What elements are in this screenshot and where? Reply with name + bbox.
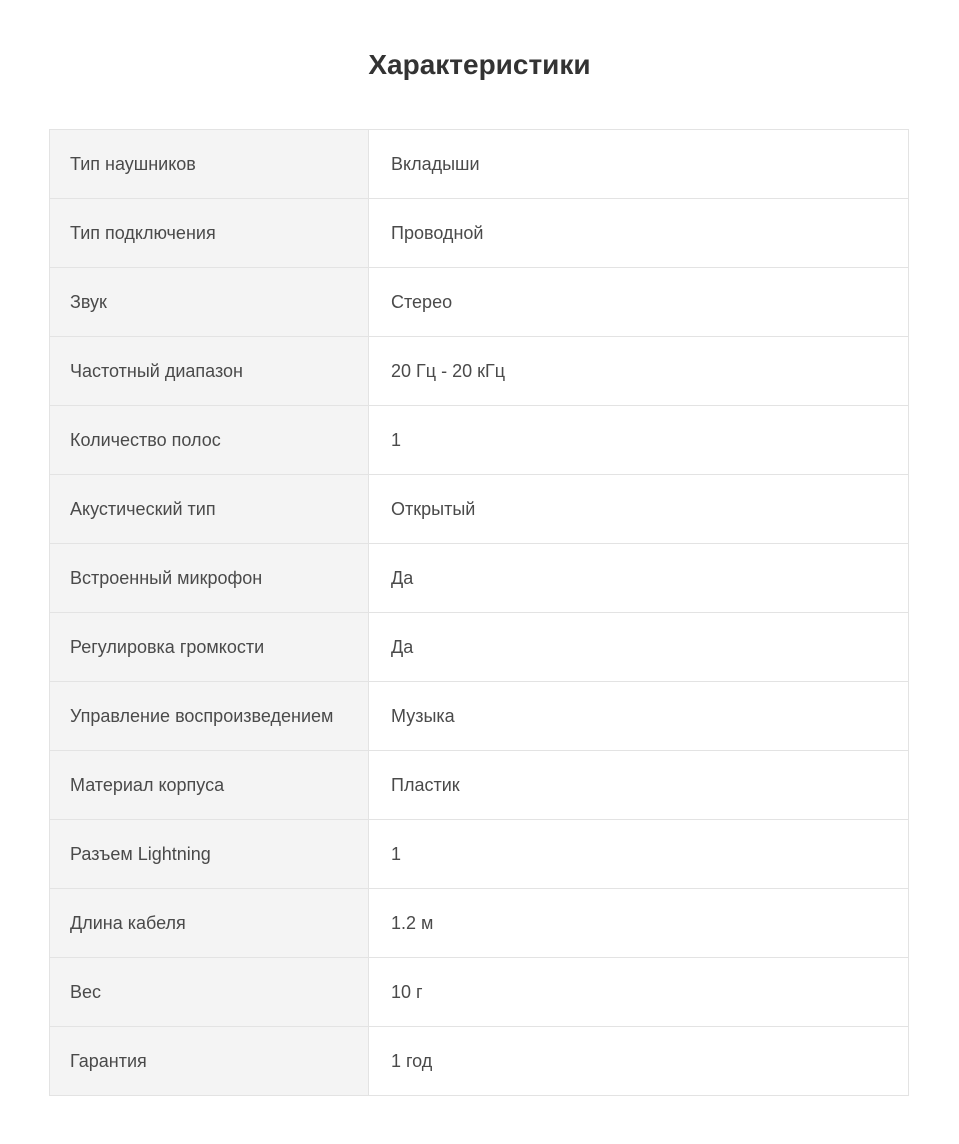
table-row [50, 1027, 909, 1096]
spec-label: Акустический тип [50, 475, 369, 544]
table-row [50, 337, 909, 406]
table-row [50, 889, 909, 958]
spec-value: 1 [369, 406, 909, 475]
spec-value: 20 Гц - 20 кГц [369, 337, 909, 406]
page-title: Характеристики [368, 49, 591, 80]
spec-value: Открытый [369, 475, 909, 544]
spec-value: Стерео [369, 268, 909, 337]
table-row [50, 544, 909, 613]
specifications-table [49, 129, 909, 1096]
spec-value: 1 год [369, 1027, 909, 1096]
spec-label: Встроенный микрофон [50, 544, 369, 613]
table-row [50, 475, 909, 544]
table-row [50, 682, 909, 751]
spec-label: Вес [50, 958, 369, 1027]
spec-label: Разъем Lightning [50, 820, 369, 889]
spec-value: Пластик [369, 751, 909, 820]
spec-label: Управление воспроизведением [50, 682, 369, 751]
spec-value: 1.2 м [369, 889, 909, 958]
spec-label: Частотный диапазон [50, 337, 369, 406]
spec-value: 1 [369, 820, 909, 889]
spec-value: Да [369, 544, 909, 613]
spec-label: Количество полос [50, 406, 369, 475]
spec-label: Материал корпуса [50, 751, 369, 820]
spec-value: Музыка [369, 682, 909, 751]
table-row [50, 613, 909, 682]
table-row [50, 268, 909, 337]
spec-value: Проводной [369, 199, 909, 268]
table-row [50, 820, 909, 889]
table-row [50, 199, 909, 268]
spec-label: Тип наушников [50, 130, 369, 199]
table-row [50, 406, 909, 475]
table-row [50, 751, 909, 820]
spec-value: 10 г [369, 958, 909, 1027]
table-row [50, 958, 909, 1027]
spec-label: Тип подключения [50, 199, 369, 268]
spec-label: Регулировка громкости [50, 613, 369, 682]
spec-label: Звук [50, 268, 369, 337]
spec-value: Да [369, 613, 909, 682]
spec-label: Гарантия [50, 1027, 369, 1096]
spec-value: Вкладыши [369, 130, 909, 199]
table-row [50, 130, 909, 199]
spec-label: Длина кабеля [50, 889, 369, 958]
